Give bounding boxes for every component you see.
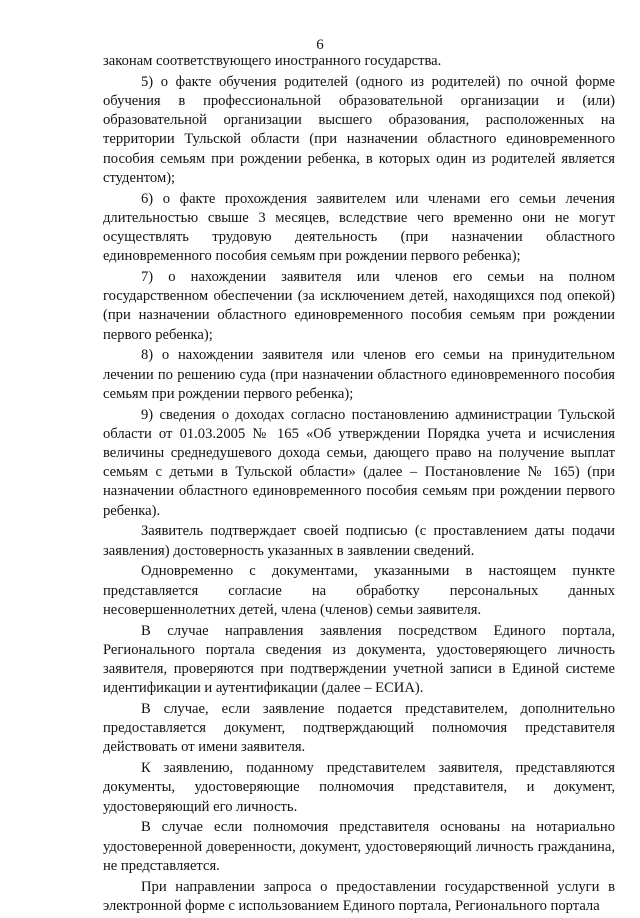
paragraph-electronic-request: При направлении запроса о предоставлении государственной услуги в электронной форме с использованием Единого портала, Регионального портала [103, 878, 615, 914]
paragraph-data-consent: Одновременно с документами, указанными в настоящем пункте представляется согласие на обработку персональных данных несовершеннолетних детей, члена (членов) семьи заявителя. [103, 563, 615, 618]
paragraph-item-6: 6) о факте прохождения заявителем или членами его семьи лечения длительностью свыше 3 месяцев, вследствие чего временно они не могут осуществлять трудовую деятельность (при назначении областного единовременного пособия семьям при рождении первого ребенка); [103, 190, 615, 265]
paragraph-signature-confirmation: Заявитель подтверждает своей подписью (с проставлением даты подачи заявления) достоверность указанных в заявлении сведений. [103, 523, 615, 559]
paragraph-esia-verification: В случае направления заявления посредством Единого портала, Регионального портала сведения из документа, удостоверяющего личность заявителя, проверяются при подтверждении учетной записи в Единой системе идентификации и аутентификации (далее – ЕСИА). [103, 622, 615, 697]
paragraph-item-7: 7) о нахождении заявителя или членов его семьи на полном государственном обеспечении (за исключением детей, находящихся под опекой) (при назначении областного единовременного пособия семьям при рождении первого ребенка); [103, 269, 615, 343]
page-number: 6 [316, 37, 324, 53]
paragraph-item-9: 9) сведения о доходах согласно постановлению администрации Тульской области от 01.03.2005 № 165 «Об утверждении Порядка учета и исчисления величины среднедушевого дохода семьи, дающего право на получение выплат семьям с детьми в Тульской области» (далее – Постановление № 165) (при назначении областного единовременного пособия семьям при рождении первого ребенка). [103, 406, 615, 519]
paragraph-representative-document: В случае, если заявление подается представителем, дополнительно предоставляется документ, подтверждающий полномочия представителя действовать от имени заявителя. [103, 701, 615, 756]
paragraph-item-5: 5) о факте обучения родителей (одного из родителей) по очной форме обучения в профессиональной образовательной организации и (или) образовательной организации высшего образования, расположенных на территории Тульской области (при назначении областного единовременного пособия семьям при рождении ребенка, в которых один из родителей является студентом); [103, 73, 615, 186]
paragraph-representative-identity: К заявлению, поданному представителем заявителя, представляются документы, удостоверяющие полномочия представителя, и документ, удостоверяющий его личность. [103, 760, 615, 815]
paragraph-continuation: законам соответствующего иностранного государства. [103, 53, 442, 69]
document-body [103, 52, 615, 918]
paragraph-item-8: 8) о нахождении заявителя или членов его семьи на принудительном лечении по решению суда (при назначении областного единовременного пособия семьям при рождении первого ребенка); [103, 347, 615, 402]
paragraph-notarized-power: В случае если полномочия представителя основаны на нотариально удостоверенной доверенности, документ, удостоверяющий личность гражданина, не представляется. [103, 819, 615, 874]
